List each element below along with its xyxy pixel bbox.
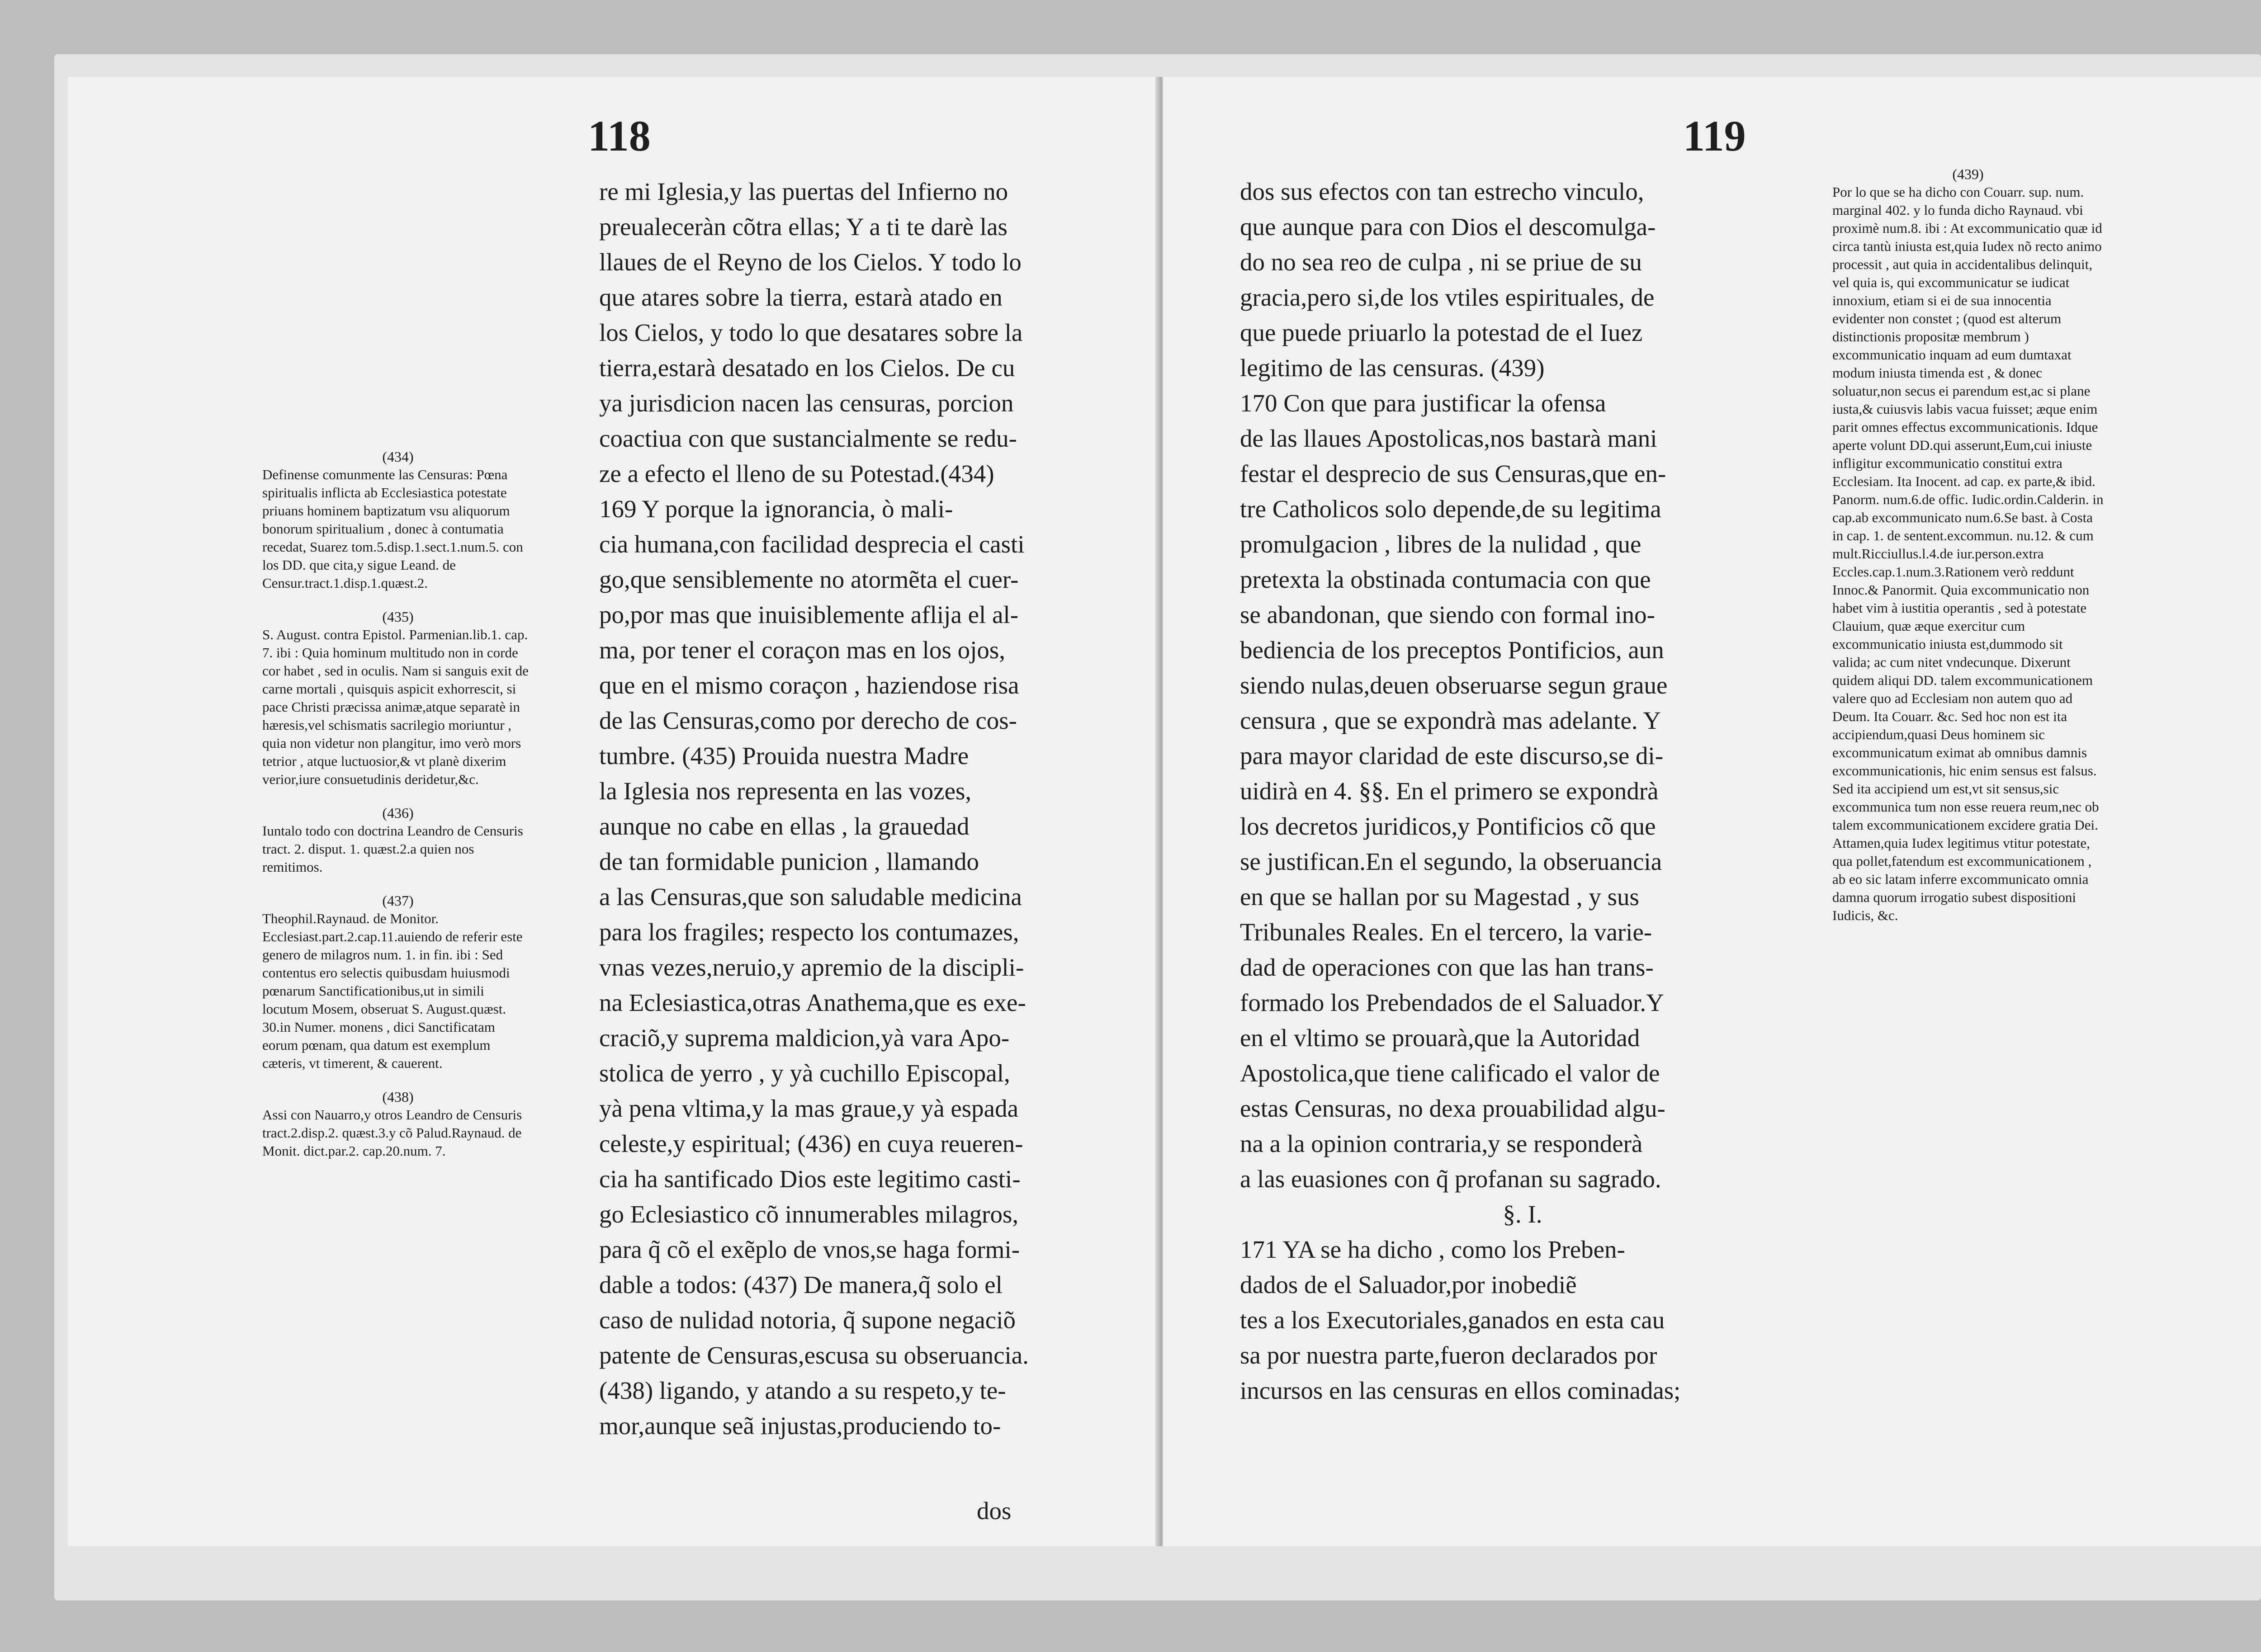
note-number: (435) — [382, 609, 414, 625]
note-text: Definense comunmente las Censuras: Pœna spiritualis inflicta ab Ecclesiastica potestate priuans hominem baptizatum vsu aliquorum bonorum spiritualium , donec à contumatia recedat, Suarez tom.5.disp.1.sect.1.num.5. con los DD. que cita,y sigue Leand. de Censur.tract.1.disp.1.quæst.2. — [262, 467, 523, 591]
text-line: tre Catholicos solo depende,de su legitima — [1240, 495, 1661, 523]
catchword: dos — [977, 1497, 1012, 1525]
text-line: incursos en las censuras en ellos cominadas; — [1240, 1377, 1681, 1404]
text-line: do no sea reo de culpa , ni se priue de su — [1240, 248, 1642, 276]
text-line: cia ha santificado Dios este legitimo casti- — [599, 1165, 1021, 1193]
marginal-note — [262, 892, 534, 1072]
text-line: legitimo de las censuras. (439) — [1240, 354, 1545, 382]
note-text: Iuntalo todo con doctrina Leandro de Censuris tract. 2. disput. 1. quæst.2.a quien nos remitimos. — [262, 823, 523, 875]
note-number: (438) — [382, 1089, 414, 1105]
text-line: vnas vezes,neruio,y apremio de la discipli- — [599, 953, 1024, 981]
marginal-notes — [262, 448, 534, 1175]
right-page — [1162, 77, 2261, 1546]
text-line: na a la opinion contraria,y se responderà — [1240, 1130, 1643, 1157]
text-line: gracia,pero si,de los vtiles espirituales, de — [1240, 283, 1655, 311]
text-line: po,por mas que inuisiblemente aflija el al- — [599, 601, 1019, 628]
text-line: para los fragiles; respecto los contumazes, — [599, 918, 1019, 946]
text-line: re mi Iglesia,y las puertas del Infierno no — [599, 178, 1008, 205]
text-line: ya jurisdicion nacen las censuras, porcion — [599, 389, 1014, 417]
text-line: la Iglesia nos representa en las vozes, — [599, 777, 972, 805]
marginal-notes — [1832, 165, 2104, 940]
text-line: dados de el Saluador,por inobediẽ — [1240, 1271, 1577, 1298]
text-line: de las Censuras,como por derecho de cos- — [599, 707, 1017, 734]
text-line: patente de Censuras,escusa su obseruancia. — [599, 1341, 1029, 1369]
text-line: 171 YA se ha dicho , como los Preben- — [1240, 1236, 1625, 1263]
text-line: tes a los Executoriales,ganados en esta cau — [1240, 1306, 1665, 1334]
marginal-note — [1832, 165, 2104, 925]
note-number: (436) — [382, 805, 414, 821]
text-line: go Eclesiastico cõ innumerables milagros, — [599, 1200, 1019, 1228]
text-line: ma, por tener el coraçon mas en los ojos, — [599, 636, 1006, 664]
main-text-column — [599, 174, 1128, 1444]
text-line: bediencia de los preceptos Pontificios, aun — [1240, 636, 1664, 664]
note-number: (439) — [1952, 166, 1984, 182]
text-line: pretexta la obstinada contumacia con que — [1240, 566, 1651, 593]
text-line: a las Censuras,que son saludable medicina — [599, 883, 1022, 911]
text-line: que en el mismo coraçon , haziendose risa — [599, 671, 1019, 699]
text-line: caso de nulidad notoria, q̃ supone negaciõ — [599, 1306, 1016, 1334]
text-line: celeste,y espiritual; (436) en cuya reueren- — [599, 1130, 1023, 1157]
text-line: mor,aunque seã injustas,produciendo to- — [599, 1412, 1001, 1440]
note-text: Theophil.Raynaud. de Monitor. Ecclesiast.part.2.cap.11.auiendo de referir este genero de milagros num. 1. in fin. ibi : Sed contentus ero selectis quibusdam huiusmodi pœnarum Sanctificationibus,ut in simili locutum Mosem, obseruat S. August.quæst. 30.in Numer. monens , dici Sanctificatam eorum pœnam, qua datum est exemplum cæteris, vt timerent, & cauerent. — [262, 911, 523, 1071]
text-line: dad de operaciones con que las han trans- — [1240, 953, 1654, 981]
text-line: tierra,estarà desatado en los Cielos. De cu — [599, 354, 1015, 382]
text-line: en que se hallan por su Magestad , y sus — [1240, 883, 1639, 911]
text-line: ze a efecto el lleno de su Potestad.(434) — [599, 460, 994, 487]
page-number: 119 — [1683, 112, 1746, 160]
text-line: sa por nuestra parte,fueron declarados por — [1240, 1341, 1657, 1369]
text-line: 169 Y porque la ignorancia, ò mali- — [599, 495, 953, 523]
text-line: yà pena vltima,y la mas graue,y yà espada — [599, 1095, 1018, 1122]
text-line: §. I. — [1503, 1200, 1542, 1228]
text-line: se abandonan, que siendo con formal ino- — [1240, 601, 1655, 628]
text-line: tumbre. (435) Prouida nuestra Madre — [599, 742, 969, 769]
text-line: los decretos juridicos,y Pontificios cõ que — [1240, 812, 1656, 840]
text-line: que atares sobre la tierra, estarà atado en — [599, 283, 1003, 311]
text-line: formado los Prebendados de el Saluador.Y — [1240, 989, 1664, 1016]
marginal-note — [262, 448, 534, 592]
text-line: stolica de yerro , y yà cuchillo Episcopal, — [599, 1059, 1010, 1087]
text-line: para mayor claridad de este discurso,se di- — [1240, 742, 1664, 769]
text-line: para q̃ cõ el exẽplo de vnos,se haga formi- — [599, 1236, 1020, 1263]
text-line: dos sus efectos con tan estrecho vinculo, — [1240, 178, 1644, 205]
text-line: 170 Con que para justificar la ofensa — [1240, 389, 1606, 417]
text-line: dable a todos: (437) De manera,q̃ solo el — [599, 1271, 1003, 1298]
text-line: de las llaues Apostolicas,nos bastarà mani — [1240, 425, 1657, 452]
note-number: (434) — [382, 448, 414, 465]
text-line: de tan formidable punicion , llamando — [599, 848, 979, 875]
text-line: craciõ,y suprema maldicion,yà vara Apo- — [599, 1024, 1010, 1052]
note-text: Assi con Nauarro,y otros Leandro de Censuris tract.2.disp.2. quæst.3.y cõ Palud.Raynaud. de Monit. dict.par.2. cap.20.num. 7. — [262, 1107, 522, 1159]
marginal-note — [262, 1088, 534, 1160]
marginal-note — [262, 804, 534, 876]
marginal-note — [262, 608, 534, 788]
text-line: que aunque para con Dios el descomulga- — [1240, 213, 1656, 241]
text-line: llaues de el Reyno de los Cielos. Y todo lo — [599, 248, 1022, 276]
text-line: Apostolica,que tiene calificado el valor de — [1240, 1059, 1660, 1087]
text-line: siendo nulas,deuen obseruarse segun graue — [1240, 671, 1668, 699]
text-line: preualeceràn cõtra ellas; Y a ti te darè las — [599, 213, 1008, 241]
text-line: Tribunales Reales. En el tercero, la varie- — [1240, 918, 1652, 946]
text-line: cia humana,con facilidad desprecia el casti — [599, 530, 1025, 558]
text-line: coactiua con que sustancialmente se redu- — [599, 425, 1017, 452]
text-line: que puede priuarlo la potestad de el Iuez — [1240, 319, 1643, 346]
text-line: estas Censuras, no dexa prouabilidad algu- — [1240, 1095, 1665, 1122]
main-text-column — [1240, 174, 1805, 1408]
text-line: censura , que se expondrà mas adelante. Y — [1240, 707, 1661, 734]
text-line: se justifican.En el segundo, la obseruancia — [1240, 848, 1662, 875]
text-line: go,que sensiblemente no atormẽta el cuer- — [599, 566, 1019, 593]
text-line: (438) ligando, y atando a su respeto,y te- — [599, 1377, 1006, 1404]
text-line: a las euasiones con q̃ profanan su sagrado. — [1240, 1165, 1661, 1193]
text-line: aunque no cabe en ellas , la grauedad — [599, 812, 970, 840]
text-line: festar el desprecio de sus Censuras,que en- — [1240, 460, 1666, 487]
note-number: (437) — [382, 892, 414, 909]
text-line: na Eclesiastica,otras Anathema,que es exe- — [599, 989, 1026, 1016]
text-line: uidirà en 4. §§. En el primero se expondrà — [1240, 777, 1659, 805]
left-page — [68, 77, 1159, 1546]
text-line: promulgacion , libres de la nulidad , que — [1240, 530, 1641, 558]
note-text: Por lo que se ha dicho con Couarr. sup. num. marginal 402. y lo funda dicho Raynaud. vbi proximè num.8. ibi : At excommunicatio quæ id circa tantù iniusta est,quia Iudex nõ recto animo processit , aut quia in accidentalibus delinquit, vel quia is, qui excommunicatur se iudicat innoxium, etiam si ei de sua innocentia evidenter non constet ; (quod est alterum distinctionis propositæ membrum ) excommunicatio inquam ad eum dumtaxat modum iniusta timenda est , & donec soluatur,non secus ei parendum est,ac si plane iusta,& cuiusvis labis vacua fuisset; æque enim parit omnes effectus excommunicationis. Idque aperte volunt DD.qui asserunt,Eum,cui iniuste infligitur excommunicatio constitui extra Ecclesiam. Ita Inocent. ad cap. ex parte,& ibid. Panorm. num.6.de offic. Iudic.ordin.Calderin. in cap.ab excommunicato num.6.Se bast. à Costa in cap. 1. de sentent.excommun. nu.12. & cum mult.Ricciullus.l.4.de iur.person.extra Eccles.cap.1.num.3.Rationem verò reddunt Innoc.& Panormit. Quia excommunicatio non habet vim à iustitia operantis , sed à potestate Clauium, quæ æque exercitur cum excommunicatio iniusta est,dummodo sit valida; ac cum nitet vndecunque. Dixerunt quidem aliqui DD. talem excommunicationem valere quo ad Ecclesiam non autem quo ad Deum. Ita Couarr. &c. Sed hoc non est ita accipiendum,quasi Deus hominem sic excommunicatum eximat ab omnibus damnis excommunicationis, hic enim sensus est falsus. Sed ita accipiend um est,vt sit sensus,sic excommunica tum non esse reuera reum,nec ob talem excommunicationem excidere gratia Dei. Attamen,quia Iudex legitimus vtitur potestate, qua pollet,fatendum est excommunicationem , ab eo sic latam inferre excommunicato omnia damna quorum irrogatio subest dispositioni Iudicis, &c. — [1832, 184, 2104, 923]
text-line: los Cielos, y todo lo que desatares sobre la — [599, 319, 1023, 346]
text-line: en el vltimo se prouarà,que la Autoridad — [1240, 1024, 1640, 1052]
page-number: 118 — [588, 112, 651, 160]
note-text: S. August. contra Epistol. Parmenian.lib.1. cap. 7. ibi : Quia hominum multitudo non in corde cor habet , sed in oculis. Nam si sanguis exit de carne mortali , quisquis aspicit exhorrescit, si pace Christi præcissa animæ,atque separatè in hæresis,vel schismatis sacrilegio moriuntur , quia non videtur non plangitur, imo verò mors tetrior , atque luctuosior,& vt planè dixerim verior,iure consuetudinis deridetur,&c. — [262, 627, 529, 787]
